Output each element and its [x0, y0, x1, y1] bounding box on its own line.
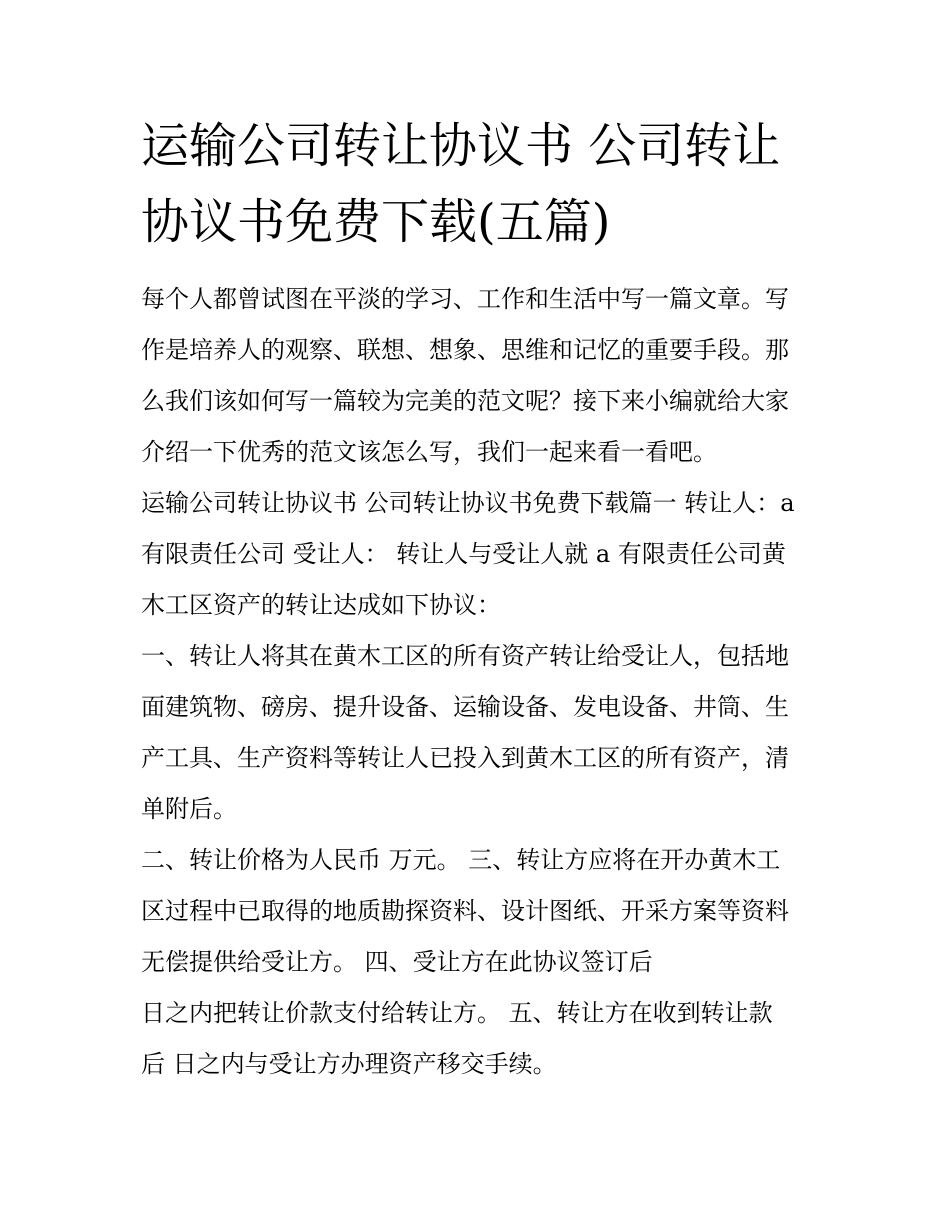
body-line-10: 产工具、生产资料等转让人已投入到黄木工区的所有资产，清 — [141, 744, 789, 772]
body-line-3: 么我们该如何写一篇较为完美的范文呢？接下来小编就给大家 — [141, 387, 789, 415]
body-line-7: 木工区资产的转让达成如下协议： — [141, 591, 501, 619]
body-line-9: 面建筑物、磅房、提升设备、运输设备、发电设备、井筒、生 — [141, 693, 789, 721]
document-title-line-2: 协议书免费下载(五篇) — [141, 194, 611, 250]
document-title-line-1: 运输公司转让协议书 公司转让 — [141, 118, 781, 174]
body-line-12: 二、转让价格为人民币 万元。 三、转让方应将在开办黄木工 — [141, 846, 781, 874]
body-line-5: 运输公司转让协议书 公司转让协议书免费下载篇一 转让人：a — [141, 489, 795, 517]
body-line-6: 有限责任公司 受让人： 转让人与受让人就 a 有限责任公司黄 — [141, 540, 786, 568]
body-line-14: 无偿提供给受让方。 四、受让方在此协议签订后 — [141, 948, 653, 976]
body-line-4: 介绍一下优秀的范文该怎么写，我们一起来看一看吧。 — [141, 438, 717, 466]
body-line-13: 区过程中已取得的地质勘探资料、设计图纸、开采方案等资料 — [141, 897, 789, 925]
body-line-11: 单附后。 — [141, 795, 237, 823]
body-line-16: 后 日之内与受让方办理资产移交手续。 — [141, 1050, 557, 1078]
body-line-8: 一、转让人将其在黄木工区的所有资产转让给受让人，包括地 — [141, 642, 789, 670]
body-line-2: 作是培养人的观察、联想、想象、思维和记忆的重要手段。那 — [141, 336, 789, 364]
body-line-15: 日之内把转让价款支付给转让方。 五、转让方在收到转让款 — [141, 999, 773, 1027]
body-line-1: 每个人都曾试图在平淡的学习、工作和生活中写一篇文章。写 — [141, 285, 789, 313]
